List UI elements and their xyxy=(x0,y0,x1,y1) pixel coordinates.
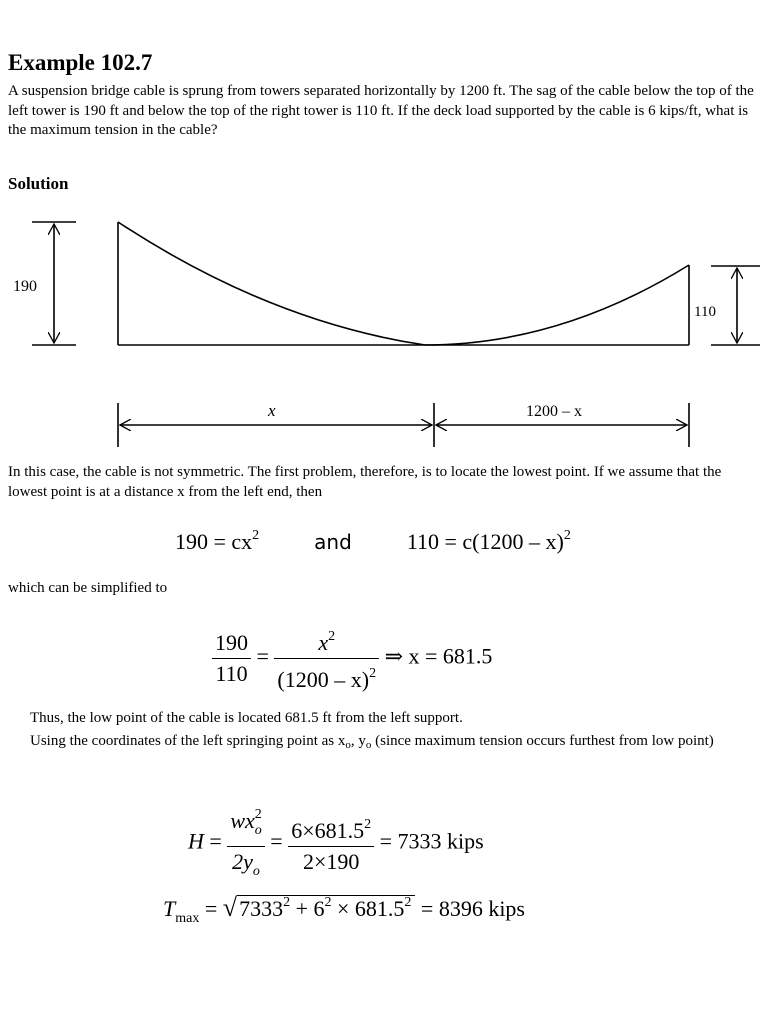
equation-horizontal-tension: H = $\frac{wx_o^2}{2y_o}$ = $\frac{6\times 681.5^2}{2\times 190}$ = 7333 kips xyxy=(188,800,484,887)
eq2-result: ⇒ x = 681.5 xyxy=(384,643,493,669)
equation-ratio: $\frac{190}{110}$ = $\frac{x^2}{(1200 - x)^2}$ ⇒ x = 681.5 xyxy=(212,622,492,695)
eq3-result: = 7333 kips xyxy=(379,828,484,854)
fraction-wx-2y: $\frac{wx_o^2}{2y_o}$ xyxy=(227,800,264,887)
para-locate-lowest-point: In this case, the cable is not symmetric. The first problem, therefore, is to locate the lowest point. If we assume that the lowest point is at a distance x from the left end, then xyxy=(8,464,722,500)
fraction-190-110: $\frac{190}{110}$ xyxy=(212,628,251,689)
equation-max-tension: $T_{max} = √7333^2 + 6^2 \times 681.5^2 = 8396$ kips xyxy=(163,893,525,926)
left-span-label: x xyxy=(268,401,276,420)
radicand: $7333^2 + 6^2 \times 681.5^2$ xyxy=(237,895,415,921)
cable-curve-left xyxy=(118,222,425,345)
eq1-left: 190 = cx xyxy=(175,529,253,554)
example-title: Example 102.7 xyxy=(8,50,153,75)
right-sag-label: 110 xyxy=(694,304,716,320)
right-span-label: 1200 – x xyxy=(526,403,582,420)
problem-statement: A suspension bridge cable is sprung from towers separated horizontally by 1200 ft. The sag of the cable below the top of the left tower is 190 ft and below the top of the right tower is 110 ft. If the deck load supported by the cable is 6 kips/ft, what is the maximum tension in the cable? xyxy=(8,83,754,138)
equation-sag-relations: $190 = cx^2$ and 110 = c(1200 – x)$^2$ xyxy=(175,528,571,554)
eq1-right: 110 = c(1200 – x) xyxy=(406,529,564,554)
cable-diagram xyxy=(0,210,768,455)
fraction-numeric: $\frac{6\times 681.5^2}{2\times 190}$ xyxy=(288,810,374,877)
solution-heading: Solution xyxy=(8,174,69,193)
para-low-point-location: Thus, the low point of the cable is located 681.5 ft from the left support. xyxy=(30,710,463,726)
para-simplified: which can be simplified to xyxy=(8,580,168,596)
left-sag-label: 190 xyxy=(13,278,37,295)
fraction-x-squared: $\frac{x^2}{(1200 - x)^2}$ xyxy=(274,622,379,695)
para-springing-point: Using the coordinates of the left springing point as $x_o$, $y_o$ (since maximum tension occurs furthest from low point) xyxy=(30,733,714,751)
cable-curve-right xyxy=(425,265,689,345)
eq4-result: = 8396 kips xyxy=(420,896,525,921)
eq1-and: and xyxy=(314,530,352,554)
eq3-lhs: H xyxy=(188,828,204,854)
